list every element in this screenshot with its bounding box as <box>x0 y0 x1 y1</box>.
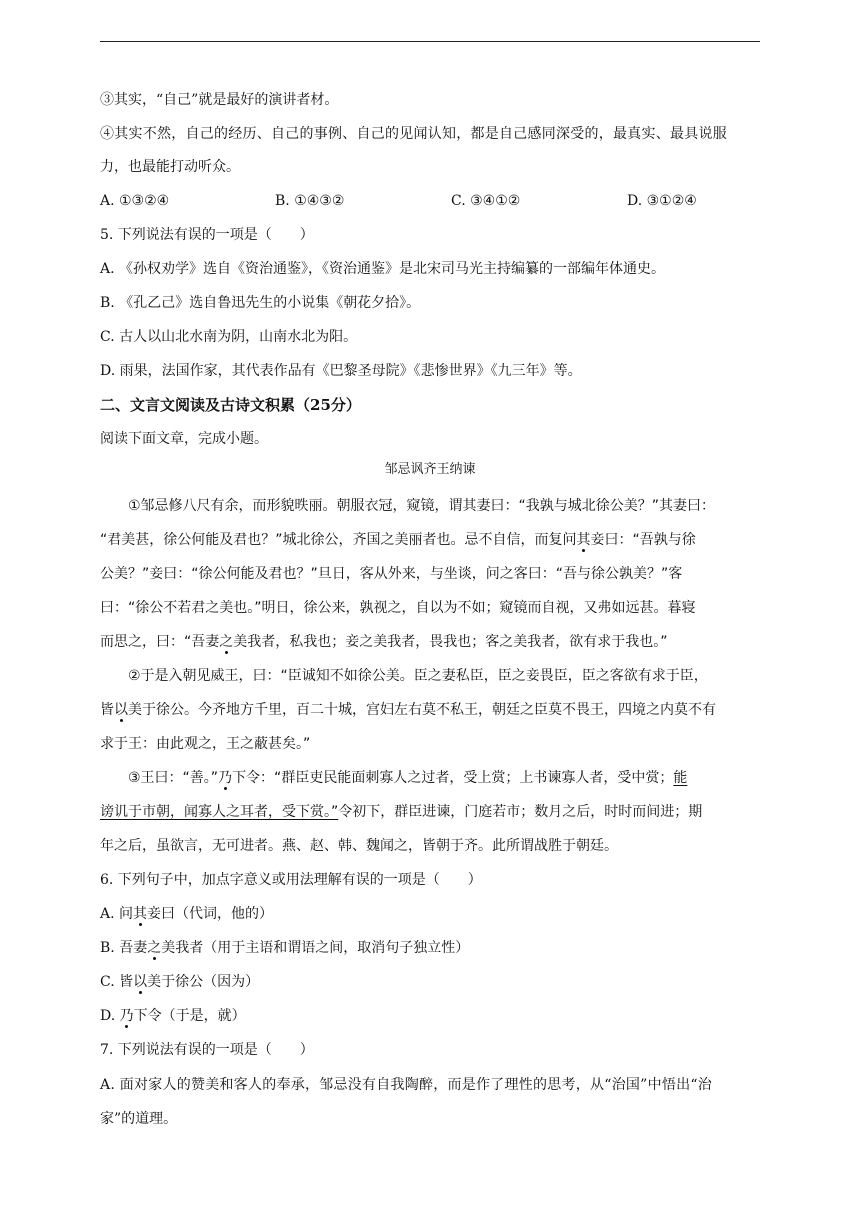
answer-option-a: A. ①③②④ <box>100 193 170 209</box>
question-7-option-a-line2: 家”的道理。 <box>100 1111 178 1127</box>
passage-p3-line1: ③王曰：“善。”乃下令：“群臣吏民能面刺寡人之过者，受上赏；上书谏寡人者，受中赏；能 <box>128 770 688 786</box>
passage-p1-line4: 曰：“徐公不若君之美也。”明日，徐公来，孰视之，自以为不如；窥镜而自视，又弗如远甚。暮寝 <box>100 600 696 616</box>
section-heading: 二、文言文阅读及古诗文积累（25分） <box>100 396 361 414</box>
question-5-option-c: C. 古人以山北水南为阴，山南水北为阳。 <box>100 329 358 345</box>
question-6-option-d: D. 乃下令（于是，就） <box>100 1008 246 1024</box>
emphasis-dot-char: 以 <box>133 974 148 990</box>
question-6-option-a: A. 问其妾曰（代词，他的） <box>100 906 274 922</box>
question-6-stem: 6. 下列句子中，加点字意义或用法理解有误的一项是（ ） <box>100 872 482 888</box>
option-item-4-line2: 力，也最能打动听众。 <box>100 159 240 175</box>
emphasis-dot-char: 其 <box>133 906 148 922</box>
question-6-option-b: B. 吾妻之美我者（用于主语和谓语之间，取消句子独立性） <box>100 940 470 956</box>
passage-p3-line3: 年之后，虽欲言，无可进者。燕、赵、韩、魏闻之，皆朝于齐。此所谓战胜于朝廷。 <box>100 838 618 854</box>
question-5-option-b: B. 《孔乙己》选自鲁迅先生的小说集《朝花夕拾》。 <box>100 295 421 311</box>
passage-p2-line3: 求于王：由此观之，王之蔽甚矣。” <box>100 736 311 752</box>
emphasis-dot-char: 乃 <box>218 770 233 786</box>
passage-p2-line2: 皆以美于徐公。今齐地方千里，百二十城，宫妇左右莫不私王，朝廷之臣莫不畏王，四境之内莫不有 <box>100 702 716 718</box>
question-7-option-a-line1: A. 面对家人的赞美和客人的奉承，邹忌没有自我陶醉，而是作了理性的思考，从“治国”中悟出“治 <box>100 1077 712 1093</box>
passage-p2-line1: ②于是入朝见威王，曰：“臣诚知不如徐公美。臣之妻私臣，臣之妾畏臣，臣之客欲有求于臣， <box>128 668 708 684</box>
passage-p1-line5: 而思之，曰：“吾妻之美我者，私我也；妾之美我者，畏我也；客之美我者，欲有求于我也。” <box>100 634 668 650</box>
header-rule <box>100 41 760 42</box>
question-6-option-c: C. 皆以美于徐公（因为） <box>100 974 260 990</box>
section-instruction: 阅读下面文章，完成小题。 <box>100 431 268 447</box>
emphasis-dot-char: 之 <box>219 634 234 650</box>
emphasis-dot-char: 乃 <box>119 1008 134 1024</box>
emphasis-dot-char: 之 <box>147 940 162 956</box>
passage-p1-line3: 公美？”妾曰：“徐公何能及君也？”旦日，客从外来，与坐谈，问之客曰：“吾与徐公孰美？”客 <box>100 566 683 582</box>
underlined-text: 能 <box>673 770 688 786</box>
passage-title: 邹忌讽齐王纳谏 <box>384 462 476 477</box>
question-5-option-d: D. 雨果，法国作家，其代表作品有《巴黎圣母院》《悲惨世界》《九三年》等。 <box>100 363 582 379</box>
option-item-4-line1: ④其实不然，自己的经历、自己的事例、自己的见闻认知，都是自己感同深受的，最真实、最具说服 <box>100 126 727 142</box>
option-item-3: ③其实，“自己”就是最好的演讲者材。 <box>100 92 339 108</box>
underlined-text: 谤讥于市朝，闻寡人之耳者，受下赏。” <box>100 804 339 820</box>
passage-p3-line2: 谤讥于市朝，闻寡人之耳者，受下赏。”令初下，群臣进谏，门庭若市；数月之后，时时而间进；期 <box>100 804 703 820</box>
emphasis-dot-char: 以 <box>114 702 128 718</box>
question-5-option-a: A. 《孙权劝学》选自《资治通鉴》，《资治通鉴》是北宋司马光主持编纂的一部编年体通史。 <box>100 261 666 277</box>
question-5-stem: 5. 下列说法有误的一项是（ ） <box>100 227 314 243</box>
emphasis-dot-char: 其 <box>576 532 591 548</box>
passage-p1-line2: “君美甚，徐公何能及君也？”城北徐公，齐国之美丽者也。忌不自信，而复问其妾曰：“吾孰与徐 <box>100 532 696 548</box>
passage-p1-line1: ①邹忌修八尺有余，而形貌昳丽。朝服衣冠，窥镜，谓其妻曰：“我孰与城北徐公美？”其妻曰： <box>128 498 716 514</box>
question-7-stem: 7. 下列说法有误的一项是（ ） <box>100 1042 314 1058</box>
answer-option-d: D. ③①②④ <box>627 193 697 209</box>
answer-option-b: B. ①④③② <box>275 193 345 209</box>
answer-option-c: C. ③④①② <box>451 193 521 209</box>
